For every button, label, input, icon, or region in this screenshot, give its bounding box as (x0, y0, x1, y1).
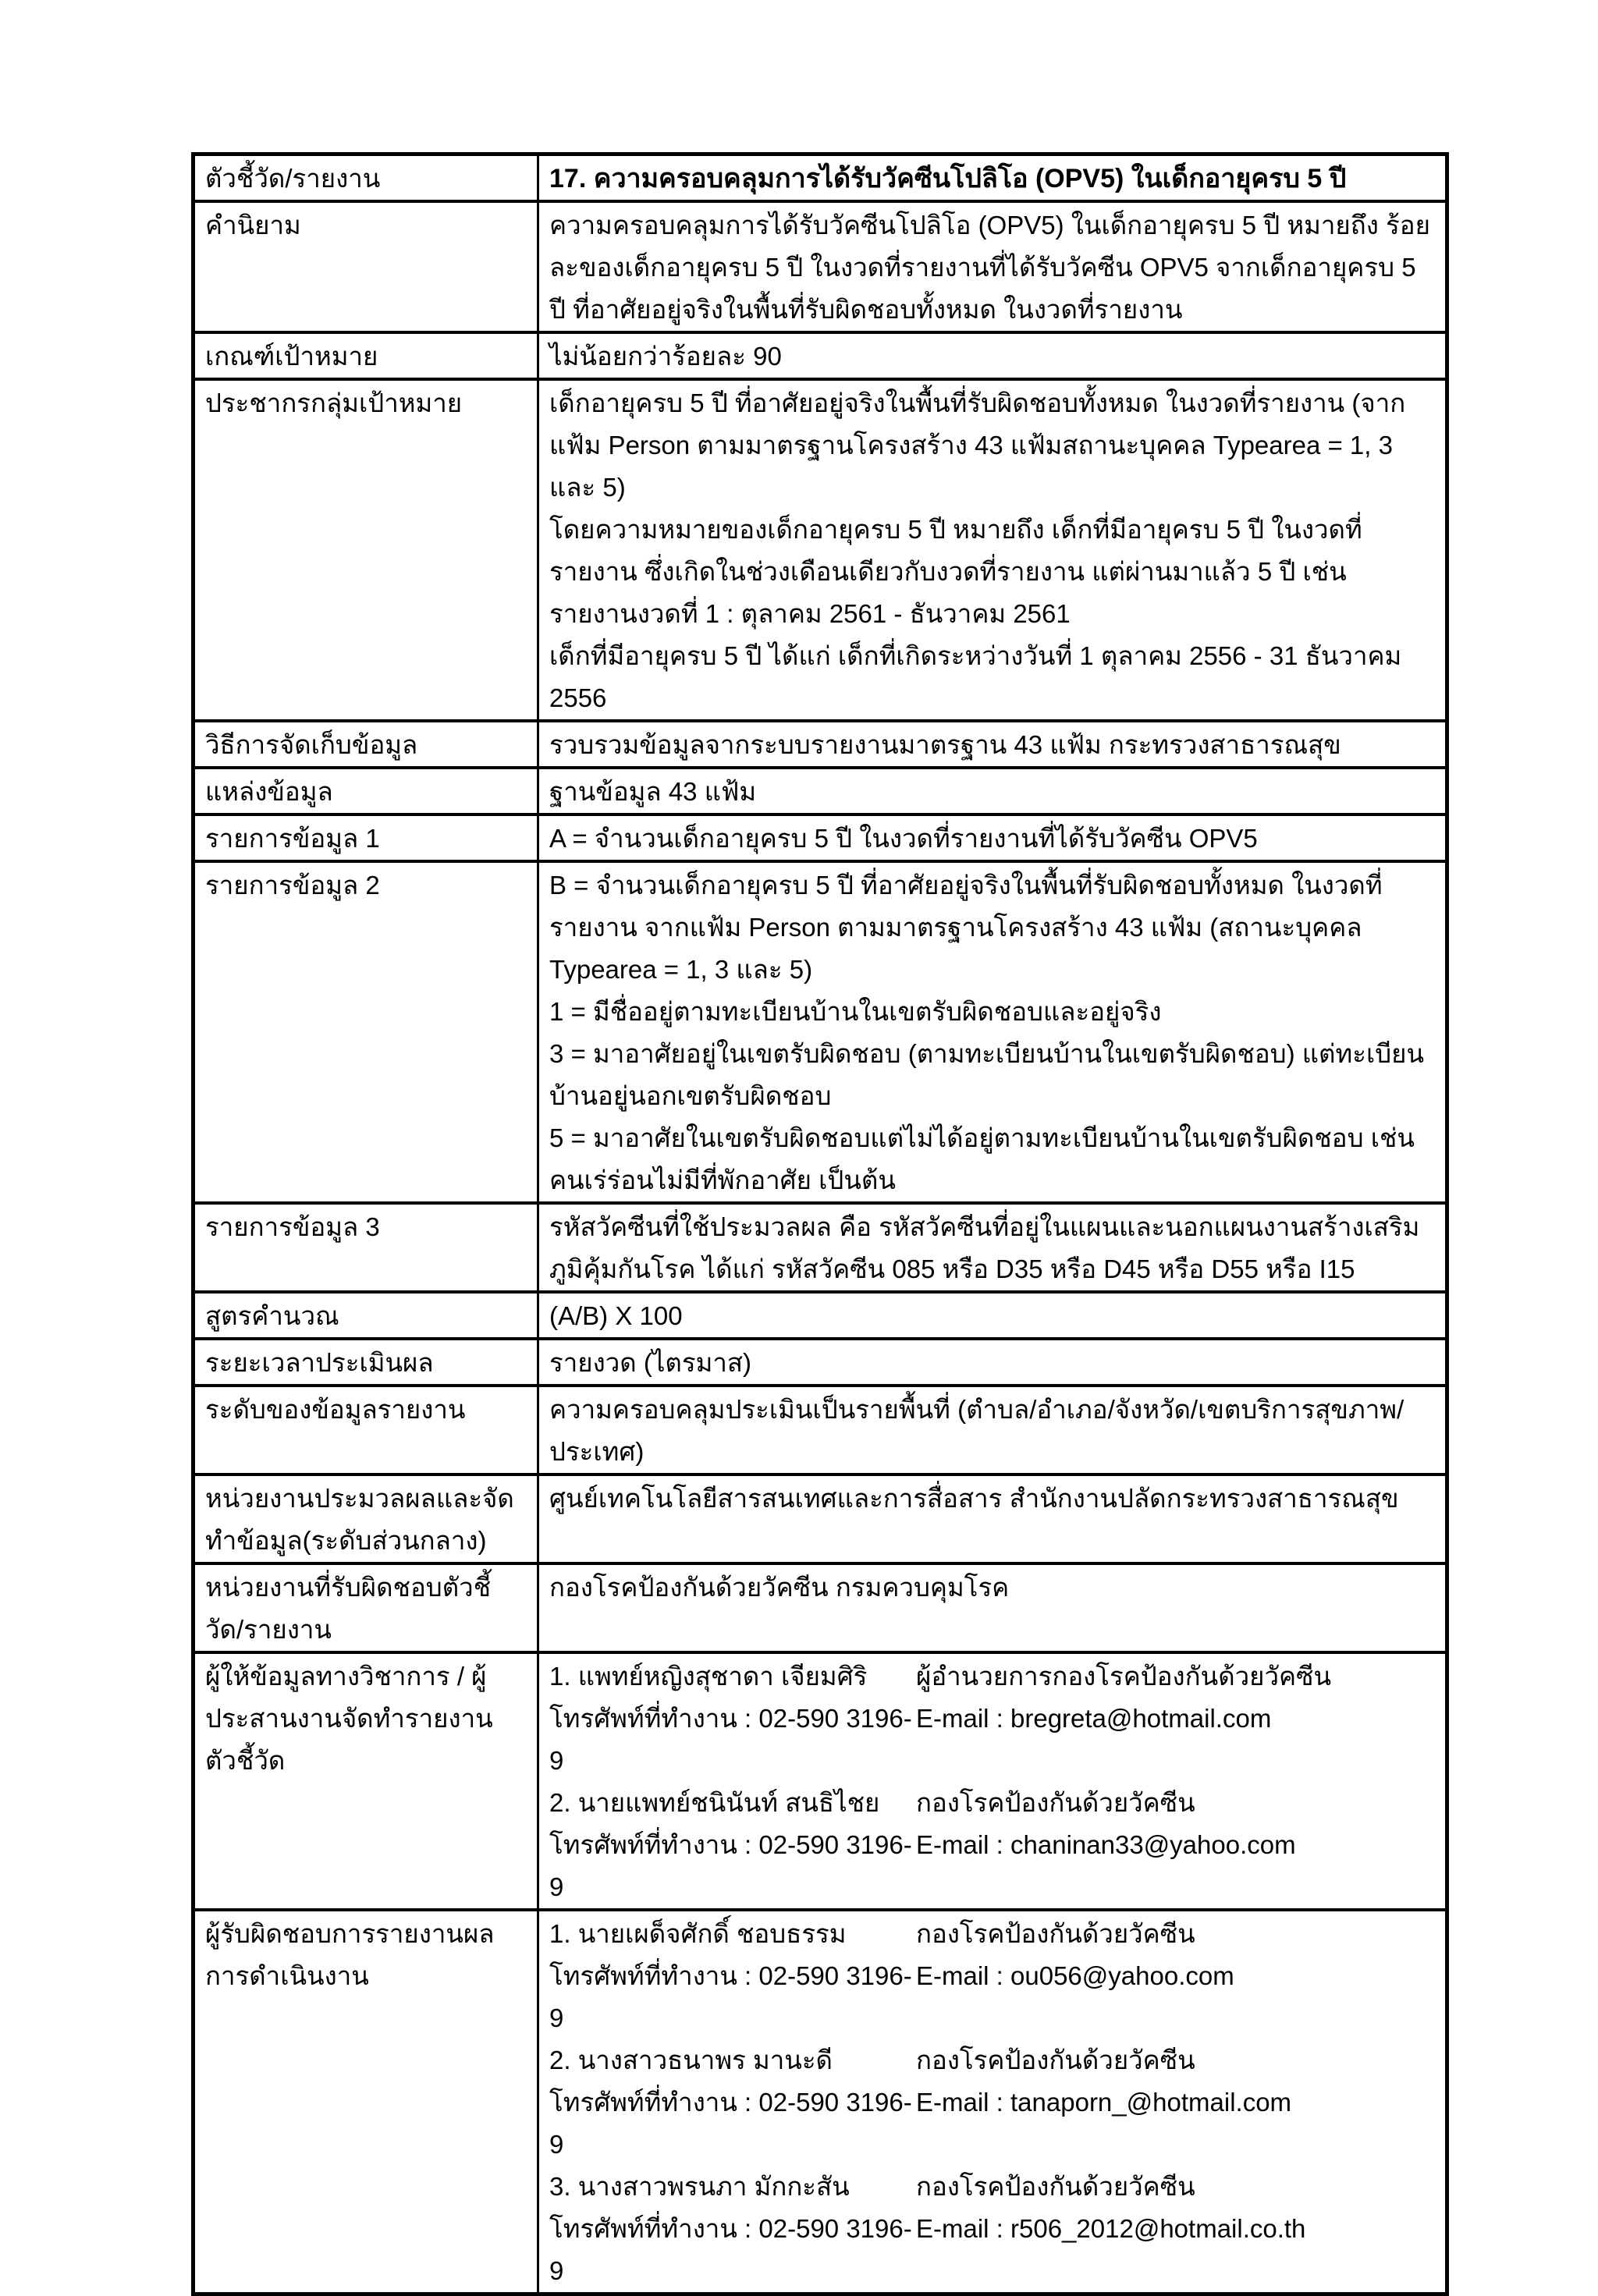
indicator-title: 17. ความครอบคลุมการได้รับวัคซีนโปลิโอ (OPV5) ในเด็กอายุครบ 5 ปี (549, 164, 1347, 193)
contact-email: E-mail : bregreta@hotmail.com (916, 1704, 1272, 1733)
contact-email: E-mail : r506_2012@hotmail.co.th (916, 2214, 1306, 2243)
row-data-item-1 (194, 814, 1447, 861)
population-paragraph: รายงานงวดที่ 1 : ตุลาคม 2561 - ธันวาคม 2561 (549, 599, 1071, 628)
collection-method-text: รวบรวมข้อมูลจากระบบรายงานมาตรฐาน 43 แฟ้ม กระทรวงสาธารณสุข (549, 730, 1341, 759)
contact-phone: โทรศัพท์ที่ทำงาน : 02-590 3196-9 (549, 2214, 912, 2285)
row-label: คำนิยาม (194, 201, 538, 332)
row-content (538, 861, 1447, 1203)
row-label: ผู้ให้ข้อมูลทางวิชาการ / ผู้ประสานงานจัดทำรายงาน ตัวชี้วัด (194, 1652, 538, 1910)
data-item-1-text: A = จำนวนเด็กอายุครบ 5 ปี ในงวดที่รายงานที่ได้รับวัคซีน OPV5 (549, 824, 1258, 853)
row-label: แหล่งข้อมูล (194, 768, 538, 814)
row-collection-method (194, 721, 1447, 768)
contact-name: 2. นางสาวธนาพร มานะดี (549, 2046, 833, 2074)
row-label: หน่วยงานประมวลผลและจัดทำข้อมูล(ระดับส่วนกลาง) (194, 1474, 538, 1563)
row-label: หน่วยงานที่รับผิดชอบตัวชี้วัด/รายงาน (194, 1563, 538, 1652)
contact-line (549, 2208, 1435, 2292)
row-label: ระยะเวลาประเมินผล (194, 1339, 538, 1386)
row-label: ประชากรกลุ่มเป้าหมาย (194, 379, 538, 721)
contact-email: E-mail : ou056@yahoo.com (916, 1961, 1234, 1990)
contact-email: E-mail : tanaporn_@hotmail.com (916, 2088, 1292, 2117)
contact-org: ผู้อำนวยการกองโรคป้องกันด้วยวัคซีน (916, 1662, 1332, 1691)
indicator-spec-table (191, 152, 1449, 2296)
row-data-source (194, 768, 1447, 814)
row-content (538, 332, 1447, 379)
contact-org: กองโรคป้องกันด้วยวัคซีน (916, 2046, 1195, 2074)
population-paragraph: โดยความหมายของเด็กอายุครบ 5 ปี หมายถึง เด็กที่มีอายุครบ 5 ปี ในงวดที่รายงาน ซึ่งเกิดในช่วงเดือนเดียวกับงวดที่รายงาน แต่ผ่านมาแล้ว 5 ปี เช่น (549, 515, 1362, 586)
row-target (194, 332, 1447, 379)
row-content (538, 1474, 1447, 1563)
row-data-item-3 (194, 1203, 1447, 1292)
row-definition (194, 201, 1447, 332)
contact-line (549, 1698, 1435, 1782)
contact-phone: โทรศัพท์ที่ทำงาน : 02-590 3196-9 (549, 1961, 912, 2032)
row-label: รายการข้อมูล 2 (194, 861, 538, 1203)
row-label: วิธีการจัดเก็บข้อมูล (194, 721, 538, 768)
row-label: รายการข้อมูล 1 (194, 814, 538, 861)
report-level-text: ความครอบคลุมประเมินเป็นรายพื้นที่ (ตำบล/อำเภอ/จังหวัด/เขตบริการสุขภาพ/ประเทศ) (549, 1395, 1404, 1466)
contact-name: 2. นายแพทย์ชนินันท์ สนธิไชย (549, 1788, 880, 1817)
row-label: ระดับของข้อมูลรายงาน (194, 1386, 538, 1474)
row-content (538, 379, 1447, 721)
responsible-unit-text: กองโรคป้องกันด้วยวัคซีน กรมควบคุมโรค (549, 1573, 1010, 1602)
row-content (538, 721, 1447, 768)
processing-unit-text: ศูนย์เทคโนโลยีสารสนเทศและการสื่อสาร สำนักงานปลัดกระทรวงสาธารณสุข (549, 1484, 1399, 1513)
contact-line (549, 2039, 1435, 2081)
data-source-text: ฐานข้อมูล 43 แฟ้ม (549, 777, 757, 806)
row-label: เกณฑ์เป้าหมาย (194, 332, 538, 379)
definition-text: ความครอบคลุมการได้รับวัคซีนโปลิโอ (OPV5) ในเด็กอายุครบ 5 ปี หมายถึง ร้อยละของเด็กอายุครบ 5 ปี ในงวดที่รายงานที่ได้รับวัคซีน OPV5 จากเด็กอายุครบ 5 ปี ที่อาศัยอยู่จริงในพื้นที่รับผิดชอบทั้งหมด ในงวดที่รายงาน (549, 211, 1430, 324)
contact-line (549, 2166, 1435, 2208)
row-label: ผู้รับผิดชอบการรายงานผลการดำเนินงาน (194, 1910, 538, 2294)
contact-name: 3. นางสาวพรนภา มักกะสัน (549, 2172, 850, 2201)
population-paragraph: เด็กที่มีอายุครบ 5 ปี ได้แก่ เด็กที่เกิดระหว่างวันที่ 1 ตุลาคม 2556 - 31 ธันวาคม 2556 (549, 641, 1402, 712)
contact-email: E-mail : chaninan33@yahoo.com (916, 1830, 1296, 1859)
row-content (538, 1563, 1447, 1652)
contact-org: กองโรคป้องกันด้วยวัคซีน (916, 2172, 1195, 2201)
row-content (538, 1910, 1447, 2294)
evaluation-period-text: รายงวด (ไตรมาส) (549, 1348, 751, 1377)
row-label: รายการข้อมูล 3 (194, 1203, 538, 1292)
contact-line (549, 1655, 1435, 1698)
row-data-item-2 (194, 861, 1447, 1203)
contact-line (549, 1824, 1435, 1908)
contact-phone: โทรศัพท์ที่ทำงาน : 02-590 3196-9 (549, 1704, 912, 1775)
row-report-level (194, 1386, 1447, 1474)
row-label: ตัวชี้วัด/รายงาน (194, 154, 538, 202)
row-content (538, 1652, 1447, 1910)
row-academic-contacts (194, 1652, 1447, 1910)
row-content (538, 201, 1447, 332)
contact-org: กองโรคป้องกันด้วยวัคซีน (916, 1788, 1195, 1817)
row-content (538, 154, 1447, 202)
formula-text: (A/B) X 100 (549, 1301, 683, 1330)
row-content (538, 1386, 1447, 1474)
contact-phone: โทรศัพท์ที่ทำงาน : 02-590 3196-9 (549, 1830, 912, 1901)
row-content (538, 1203, 1447, 1292)
contact-line (549, 1913, 1435, 1955)
data-item-3-text: รหัสวัคซีนที่ใช้ประมวลผล คือ รหัสวัคซีนที่อยู่ในแผนและนอกแผนงานสร้างเสริมภูมิคุ้มกันโรค ได้แก่ รหัสวัคซีน 085 หรือ D35 หรือ D45 หรือ D55 หรือ I15 (549, 1212, 1420, 1283)
row-content (538, 768, 1447, 814)
row-evaluation-period (194, 1339, 1447, 1386)
data-item-2-paragraph: B = จำนวนเด็กอายุครบ 5 ปี ที่อาศัยอยู่จริงในพื้นที่รับผิดชอบทั้งหมด ในงวดที่รายงาน จากแฟ้ม Person ตามมาตรฐานโครงสร้าง 43 แฟ้ม (สถานะบุคคล Typearea = 1, 3 และ 5) (549, 871, 1383, 984)
contact-line (549, 2081, 1435, 2166)
row-processing-unit (194, 1474, 1447, 1563)
row-formula (194, 1292, 1447, 1339)
population-paragraph: เด็กอายุครบ 5 ปี ที่อาศัยอยู่จริงในพื้นที่รับผิดชอบทั้งหมด ในงวดที่รายงาน (จากแฟ้ม Person ตามมาตรฐานโครงสร้าง 43 แฟ้มสถานะบุคคล Typearea = 1, 3 และ 5) (549, 389, 1406, 502)
row-responsible-unit (194, 1563, 1447, 1652)
contact-name: 1. แพทย์หญิงสุชาดา เจียมศิริ (549, 1662, 868, 1691)
row-population (194, 379, 1447, 721)
contact-org: กองโรคป้องกันด้วยวัคซีน (916, 1919, 1195, 1948)
row-content (538, 1292, 1447, 1339)
data-item-2-paragraph: 3 = มาอาศัยอยู่ในเขตรับผิดชอบ (ตามทะเบียนบ้านในเขตรับผิดชอบ) แต่ทะเบียนบ้านอยู่นอกเขตรับผิดชอบ (549, 1039, 1425, 1110)
row-label: สูตรคำนวณ (194, 1292, 538, 1339)
data-item-2-paragraph: 1 = มีชื่ออยู่ตามทะเบียนบ้านในเขตรับผิดชอบและอยู่จริง (549, 997, 1162, 1026)
contact-line (549, 1782, 1435, 1824)
target-text: ไม่น้อยกว่าร้อยละ 90 (549, 342, 782, 371)
row-indicator-name (194, 154, 1447, 202)
row-report-contacts (194, 1910, 1447, 2294)
data-item-2-paragraph: 5 = มาอาศัยในเขตรับผิดชอบแต่ไม่ได้อยู่ตามทะเบียนบ้านในเขตรับผิดชอบ เช่น คนเร่ร่อนไม่มีที่พักอาศัย เป็นต้น (549, 1123, 1415, 1194)
contact-line (549, 1955, 1435, 2039)
contact-phone: โทรศัพท์ที่ทำงาน : 02-590 3196-9 (549, 2088, 912, 2159)
row-content (538, 1339, 1447, 1386)
row-content (538, 814, 1447, 861)
contact-name: 1. นายเผด็จศักดิ์ ชอบธรรม (549, 1919, 847, 1948)
